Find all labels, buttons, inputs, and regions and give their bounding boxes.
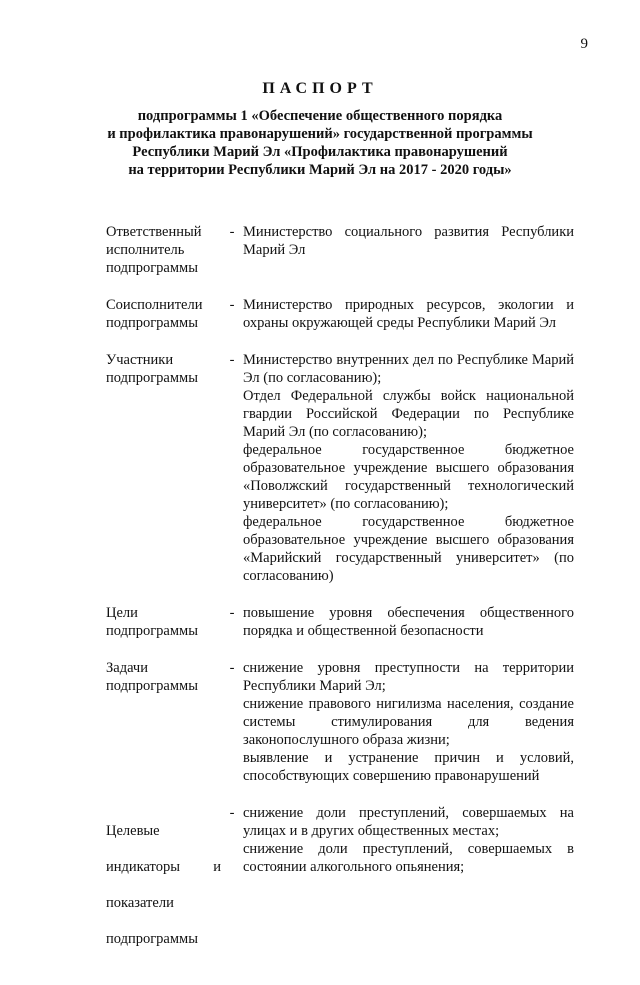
row-label-word: индикаторы bbox=[106, 859, 180, 875]
passport-row-tasks bbox=[106, 659, 574, 785]
row-dash: - bbox=[229, 297, 235, 313]
row-label-line bbox=[106, 858, 221, 876]
row-label: Задачи подпрограммы bbox=[106, 660, 198, 694]
row-dash: - bbox=[229, 352, 235, 368]
row-paragraph: повышение уровня обеспечения общественного порядка и общественной безопасности bbox=[243, 605, 574, 639]
row-paragraph: федеральное государственное бюджетное образовательное учреждение высшего образования «Поволжский государственный технологический университет» (по согласованию); bbox=[243, 442, 574, 512]
passport-row-responsible bbox=[106, 223, 574, 277]
subtitle-line: на территории Республики Марий Эл на 2017 - 2020 годы» bbox=[128, 162, 512, 178]
row-paragraph: снижение правового нигилизма населения, создание системы стимулирования для ведения законопослушного образа жизни; bbox=[243, 696, 574, 748]
row-label-line: Целевые bbox=[106, 823, 160, 839]
subtitle-line: Республики Марий Эл «Профилактика правонарушений bbox=[132, 144, 508, 160]
row-label-line: подпрограммы bbox=[106, 931, 198, 947]
passport-table bbox=[106, 223, 574, 985]
row-label-line: показатели bbox=[106, 895, 174, 911]
row-dash: - bbox=[229, 805, 235, 821]
subtitle-line: и профилактика правонарушений» государственной программы bbox=[107, 126, 533, 142]
row-label: Ответственный исполнитель подпрограммы bbox=[106, 224, 202, 276]
row-paragraph: снижение доли преступлений, совершаемых в состоянии алкогольного опьянения; bbox=[243, 841, 574, 875]
row-value bbox=[243, 296, 574, 332]
row-value bbox=[243, 351, 574, 585]
row-dash: - bbox=[229, 605, 235, 621]
row-label-word: и bbox=[213, 859, 221, 875]
passport-row-participants bbox=[106, 351, 574, 585]
passport-row-goals bbox=[106, 604, 574, 640]
passport-row-indicators bbox=[106, 804, 574, 966]
row-paragraph: Министерство природных ресурсов, экологии и охраны окружающей среды Республики Марий Эл bbox=[243, 297, 574, 331]
page-number: 9 bbox=[580, 36, 588, 52]
row-label: Соисполнители подпрограммы bbox=[106, 297, 203, 331]
subtitle-line: подпрограммы 1 «Обеспечение общественного порядка bbox=[137, 108, 503, 124]
document-subtitle bbox=[0, 107, 640, 179]
document-title: ПАСПОРТ bbox=[262, 80, 378, 97]
row-value bbox=[243, 604, 574, 640]
passport-row-coexecutors bbox=[106, 296, 574, 332]
row-paragraph: снижение уровня преступности на территории Республики Марий Эл; bbox=[243, 660, 574, 694]
row-value bbox=[243, 804, 574, 876]
row-paragraph: Министерство внутренних дел по Республике Марий Эл (по согласованию); bbox=[243, 352, 574, 386]
row-paragraph: Отдел Федеральной службы войск национальной гвардии Российской Федерации по Республике Марий Эл (по согласованию); bbox=[243, 388, 574, 440]
row-label bbox=[106, 804, 221, 966]
row-value bbox=[243, 659, 574, 785]
row-label: Участники подпрограммы bbox=[106, 352, 198, 386]
row-dash: - bbox=[229, 660, 235, 676]
row-paragraph: снижение доли преступлений, совершаемых на улицах и в других общественных местах; bbox=[243, 805, 574, 839]
row-paragraph: федеральное государственное бюджетное образовательное учреждение высшего образования «Марийский государственный университет» (по согласованию) bbox=[243, 514, 574, 584]
row-dash: - bbox=[229, 224, 235, 240]
row-paragraph: выявление и устранение причин и условий, способствующих совершению правонарушений bbox=[243, 750, 574, 784]
row-value bbox=[243, 223, 574, 259]
row-label: Цели подпрограммы bbox=[106, 605, 198, 639]
row-paragraph: Министерство социального развития Республики Марий Эл bbox=[243, 224, 574, 258]
